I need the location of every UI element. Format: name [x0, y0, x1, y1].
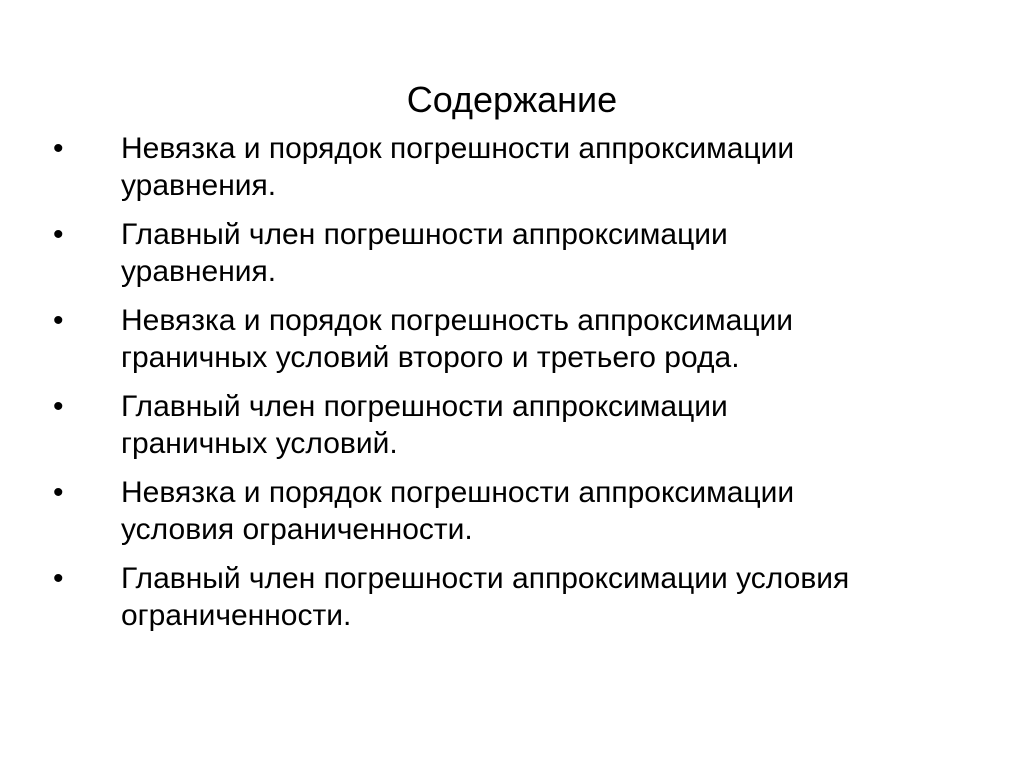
list-item-text [121, 388, 1001, 462]
list-item-text [121, 560, 1001, 634]
bullet-icon: • [53, 132, 64, 165]
list-item [0, 560, 1024, 634]
bullet-icon: • [53, 476, 64, 509]
bullet-icon: • [53, 562, 64, 595]
list-item [0, 130, 1024, 204]
list-item [0, 388, 1024, 462]
list-item-text [121, 302, 1001, 376]
list-item-line: условия ограниченности. [121, 513, 473, 546]
list-item-line: Главный член погрешности аппроксимации условия [121, 562, 850, 595]
list-item-line: Невязка и порядок погрешности аппроксимации [121, 476, 795, 509]
list-item-line: Невязка и порядок погрешности аппроксимации [121, 132, 795, 165]
list-item-line: ограниченности. [121, 599, 352, 632]
list-item-line: граничных условий второго и третьего рода. [121, 341, 740, 374]
list-item-line: Невязка и порядок погрешность аппроксимации [121, 304, 794, 337]
list-item-text [121, 474, 1001, 548]
list-item [0, 302, 1024, 376]
list-item-line: граничных условий. [121, 427, 398, 460]
bullet-list [0, 130, 1024, 646]
list-item [0, 216, 1024, 290]
list-item-line: уравнения. [121, 169, 277, 202]
bullet-icon: • [53, 390, 64, 423]
list-item-line: Главный член погрешности аппроксимации [121, 218, 728, 251]
list-item-line: уравнения. [121, 255, 277, 288]
list-item-line: Главный член погрешности аппроксимации [121, 390, 728, 423]
list-item [0, 474, 1024, 548]
bullet-icon: • [53, 304, 64, 337]
list-item-text [121, 130, 1001, 204]
slide-title: Содержание [406, 79, 618, 121]
bullet-icon: • [53, 218, 64, 251]
list-item-text [121, 216, 1001, 290]
